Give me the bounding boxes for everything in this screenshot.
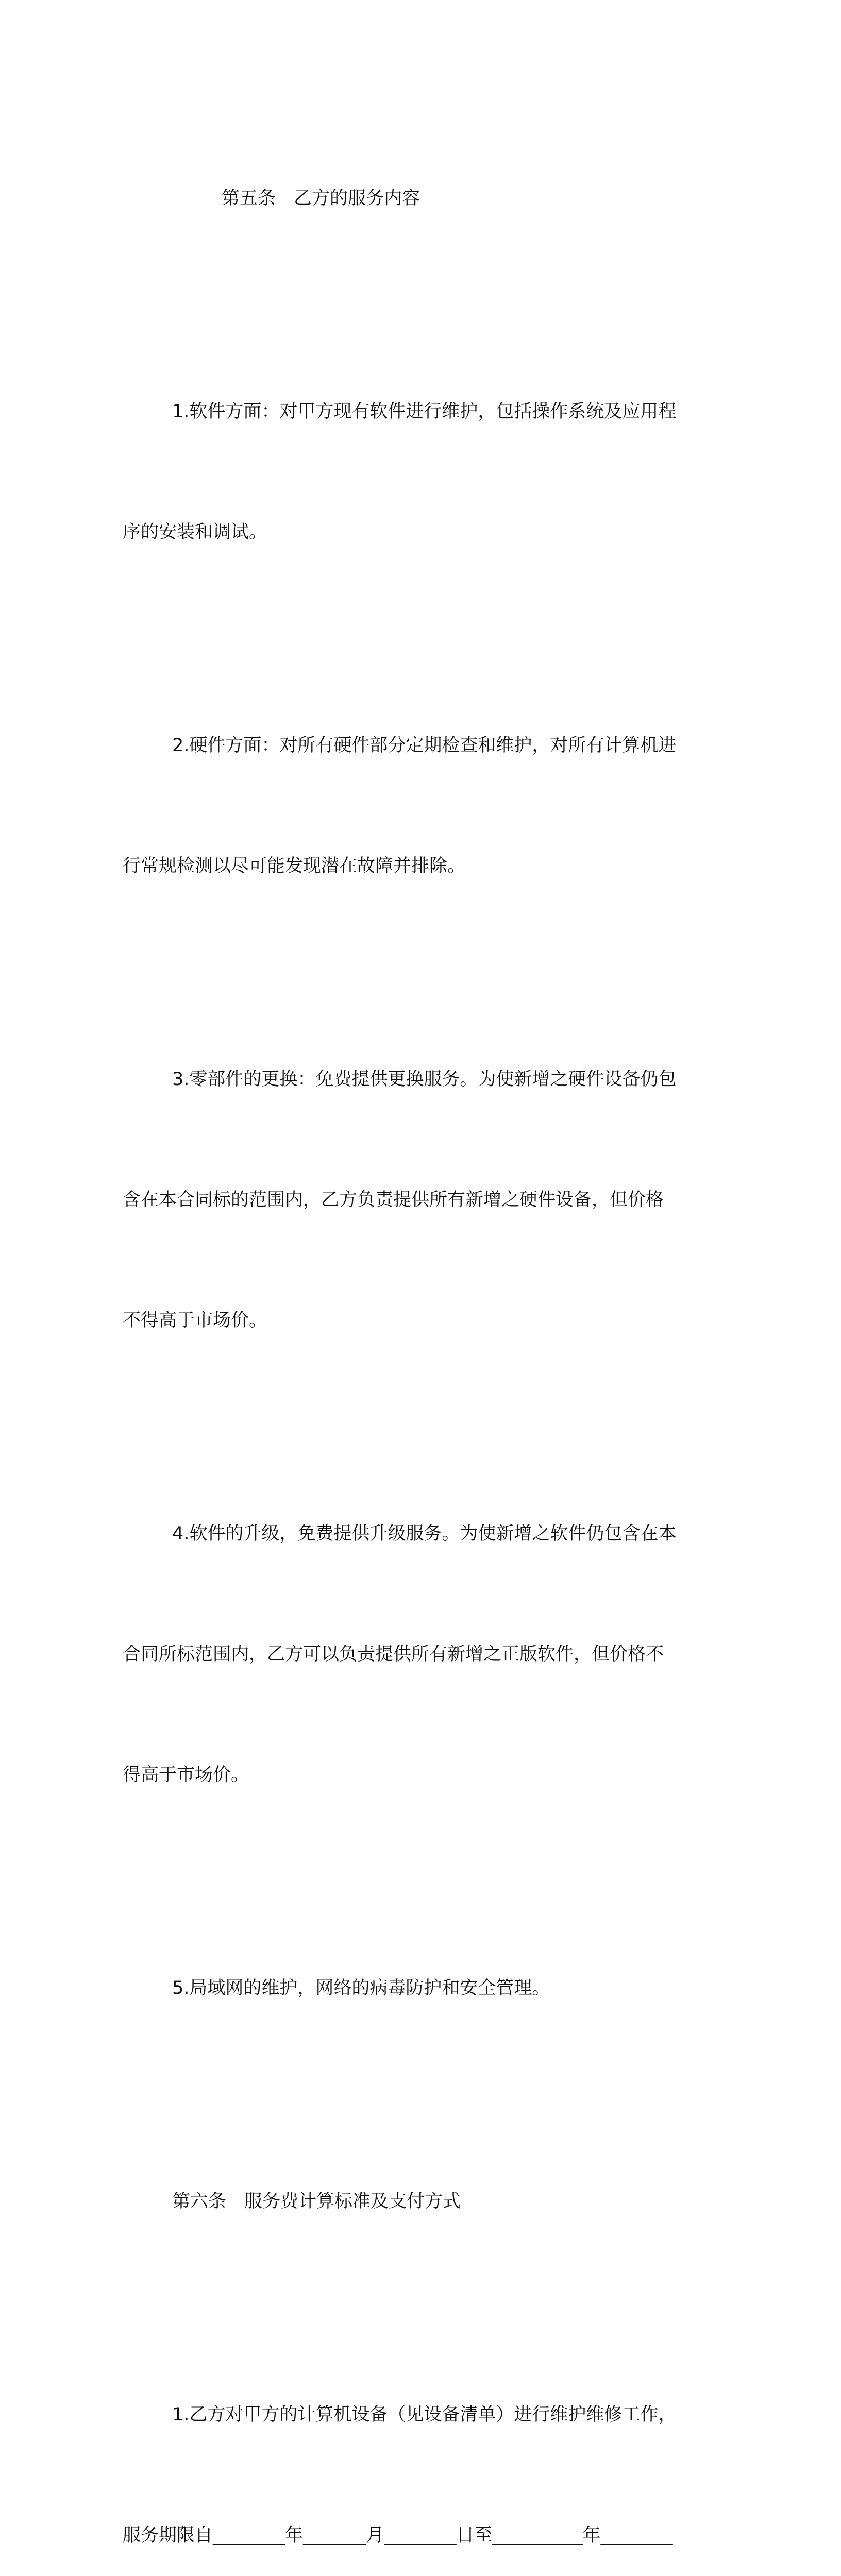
article-6-item-1 (123, 2314, 710, 2576)
article-6-heading (123, 2101, 710, 2302)
line: 得高于市场价。 (123, 1765, 249, 1785)
line: 4.软件的升级，免费提供升级服务。为使新增之软件仍包含在本 (172, 1523, 677, 1544)
line: 5.局域网的维护，网络的病毒防护和安全管理。 (172, 1978, 550, 1998)
line: 不得高于市场价。 (123, 1310, 267, 1331)
line: 3.零部件的更换：免费提供更换服务。为使新增之硬件设备仍包 (172, 1069, 677, 1090)
article-5-heading-text: 第五条 乙方的服务内容 (222, 188, 420, 209)
line: 行常规检测以尽可能发现潜在故障并排除。 (123, 856, 466, 876)
article-6-heading-text: 第六条 服务费计算标准及支付方式 (172, 2191, 461, 2212)
line: 合同所标范围内，乙方可以负责提供所有新增之正版软件，但价格不 (123, 1644, 664, 1665)
contract-text (123, 98, 710, 2576)
article-5-item-3 (123, 979, 710, 1421)
article-5-item-5 (123, 1888, 710, 2089)
article-5-item-4 (123, 1433, 710, 1875)
article-5-heading (123, 98, 710, 299)
line: 1.软件方面：对甲方现有软件进行维护，包括操作系统及应用程 (172, 401, 677, 422)
line: 2.硬件方面：对所有硬件部分定期检查和维护，对所有计算机进 (172, 735, 677, 756)
article-5-item-1 (123, 311, 710, 633)
line: 1.乙方对甲方的计算机设备（见设备清单）进行维护维修工作， (172, 2404, 677, 2425)
line: 含在本合同标的范围内，乙方负责提供所有新增之硬件设备，但价格 (123, 1190, 664, 1210)
line: 序的安装和调试。 (123, 522, 267, 543)
article-5-item-2 (123, 645, 710, 967)
line: 服务期限自________年_______月________日至__________年________ (123, 2525, 673, 2546)
